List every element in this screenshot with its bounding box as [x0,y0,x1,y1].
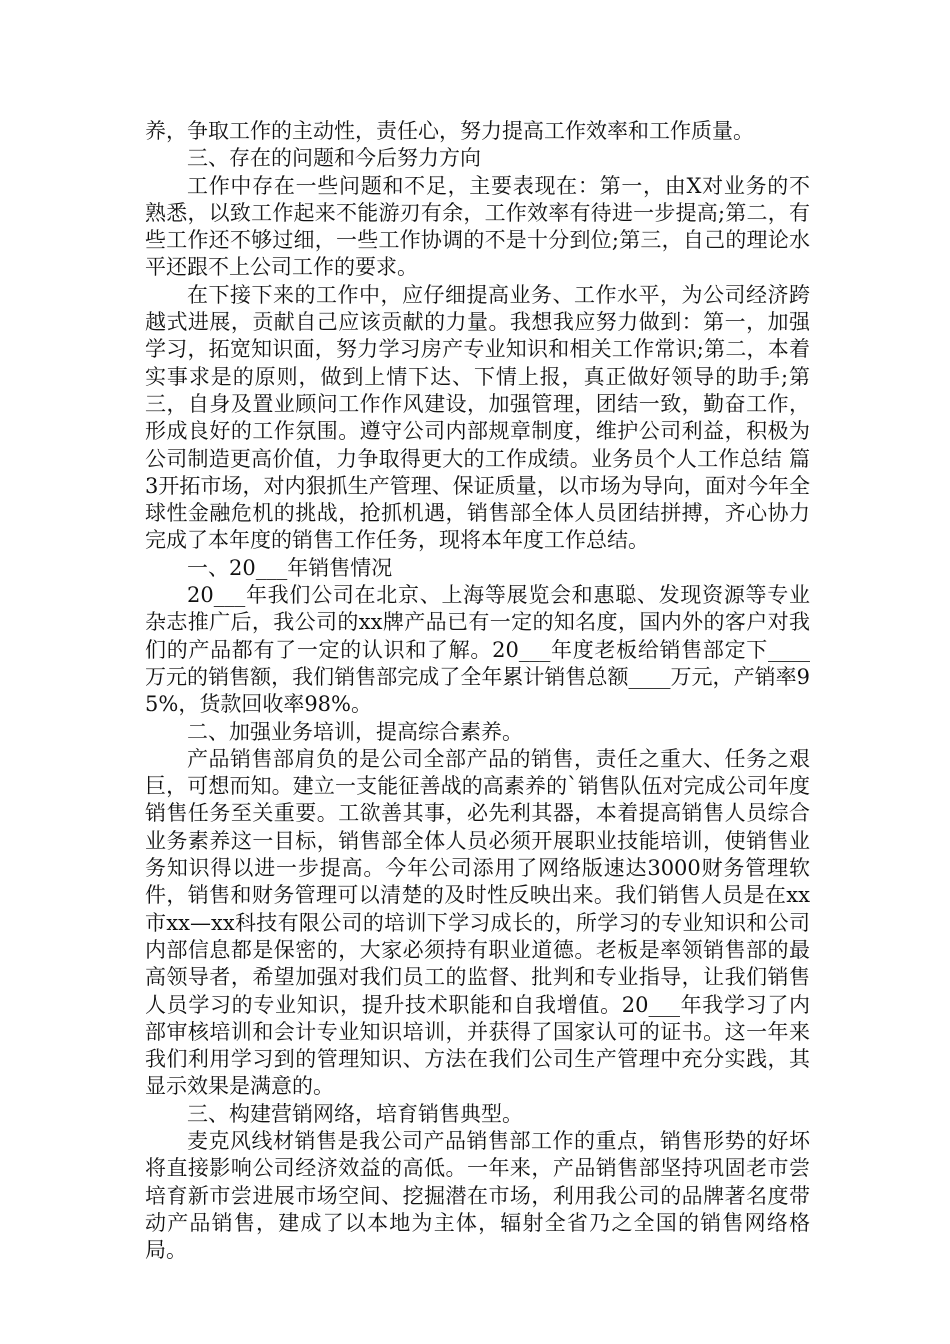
paragraph-problems: 工作中存在一些问题和不足，主要表现在：第一，由X对业务的不熟悉，以致工作起来不能游刃有余，工作效率有待进一步提高;第二，有些工作还不够过细，一些工作协调的不是十分到位;第三，自己的理论水平还跟不上公司工作的要求。 [145,173,810,280]
document-page [145,118,810,1264]
paragraph-continuation: 养，争取工作的主动性，责任心，努力提高工作效率和工作质量。 [145,119,754,143]
paragraph-next-steps: 在下接下来的工作中，应仔细提高业务、工作水平，为公司经济跨越式进展，贡献自己应该贡献的力量。我想我应努力做到：第一，加强学习，拓宽知识面，努力学习房产专业知识和相关工作常识;第二，本着实事求是的原则，做到上情下达、下情上报，真正做好领导的助手;第三，自身及置业顾问工作作风建设，加强管理，团结一致，勤奋工作，形成良好的工作氛围。遵守公司内部规章制度，维护公司利益，积极为公司制造更高价值，力争取得更大的工作成绩。业务员个人工作总结 篇3开拓市场，对内狠抓生产管理、保证质量，以市场为导向，面对今年全球性金融危机的挑战，抢抓机遇，销售部全体人员团结拼搏，齐心协力完成了本年度的销售工作任务，现将本年度工作总结。 [145,282,810,553]
section-heading-network: 三、构建营销网络，培育销售典型。 [187,1101,523,1126]
section-heading-problems: 三、存在的问题和今后努力方向 [187,146,481,171]
section-heading-training: 二、加强业务培训，提高综合素养。 [187,719,523,744]
section-heading-sales: 一、20___年销售情况 [187,555,393,580]
paragraph-training: 产品销售部肩负的是公司全部产品的销售，责任之重大、任务之艰巨，可想而知。建立一支能征善战的高素养的`销售队伍对完成公司年度销售任务至关重要。工欲善其事，必先利其器，本着提高销售人员综合业务素养这一目标，销售部全体人员必须开展职业技能培训，使销售业务知识得以进一步提高。今年公司添用了网络版速达3000财务管理软件，销售和财务管理可以清楚的及时性反映出来。我们销售人员是在xx市xx—xx科技有限公司的培训下学习成长的，所学习的专业知识和公司内部信息都是保密的，大家必须持有职业道德。老板是率领销售部的最高领导者，希望加强对我们员工的监督、批判和专业指导，让我们销售人员学习的专业知识，提升技术职能和自我增值。20___年我学习了内部审核培训和会计专业知识培训，并获得了国家认可的证书。这一年来我们利用学习到的管理知识、方法在我们公司生产管理中充分实践，其显示效果是满意的。 [145,746,810,1099]
paragraph-sales: 20___年我们公司在北京、上海等展览会和惠聪、发现资源等专业杂志推广后，我公司的xx牌产品已有一定的知名度，国内外的客户对我们的产品都有了一定的认识和了解。20___年度老板给销售部定下____万元的销售额，我们销售部完成了全年累计销售总额____万元，产销率95%，货款回收率98%。 [145,583,810,717]
paragraph-network: 麦克风线材销售是我公司产品销售部工作的重点，销售形势的好坏将直接影响公司经济效益的高低。一年来，产品销售部坚持巩固老市尝培育新市尝进展市场空间、挖掘潜在市场，利用我公司的品牌著名度带动产品销售，建成了以本地为主体，辐射全省乃之全国的销售网络格局。 [145,1128,810,1263]
